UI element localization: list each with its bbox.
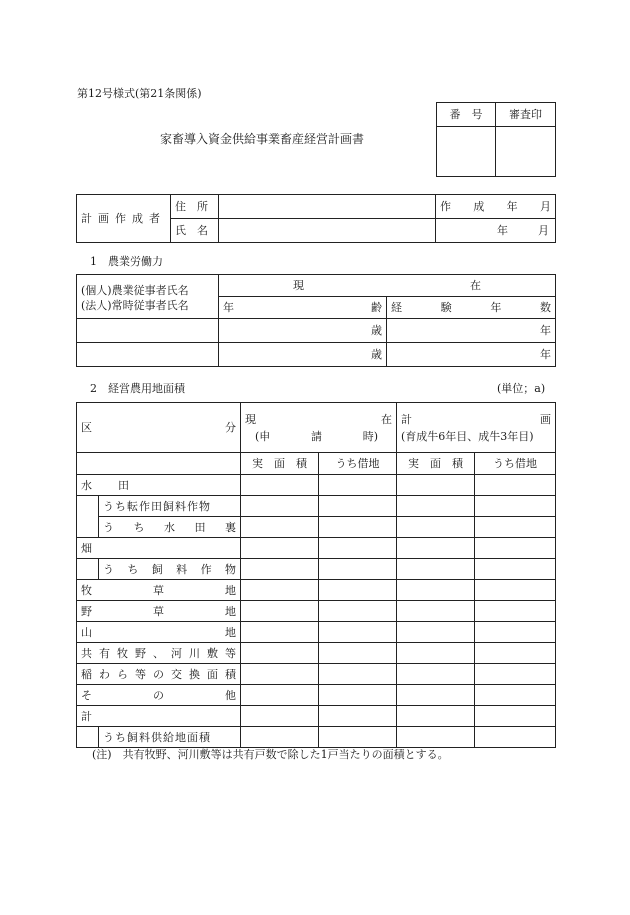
date-char: 月 bbox=[538, 224, 549, 237]
label-char: 牧 bbox=[81, 583, 92, 597]
kubun-char: 分 bbox=[225, 421, 236, 434]
value-cell[interactable] bbox=[475, 580, 556, 601]
label-char: 河 bbox=[171, 646, 182, 660]
value-cell[interactable] bbox=[319, 643, 397, 664]
table-row bbox=[77, 517, 556, 538]
value-cell[interactable] bbox=[397, 517, 475, 538]
kubun-char: 区 bbox=[81, 421, 92, 434]
created-date-field[interactable] bbox=[436, 195, 556, 219]
value-cell[interactable] bbox=[397, 622, 475, 643]
plan-header bbox=[397, 403, 556, 453]
page-title: 家畜導入資金供給事業畜産経営計画書 bbox=[160, 132, 365, 146]
value-cell[interactable] bbox=[475, 664, 556, 685]
label-char: 田 bbox=[194, 520, 206, 534]
label-char: 共 bbox=[81, 646, 92, 660]
name-field[interactable] bbox=[219, 219, 436, 243]
value-cell[interactable] bbox=[397, 601, 475, 622]
label-char: 他 bbox=[225, 688, 236, 702]
section1-heading: 1 農業労働力 bbox=[90, 255, 163, 268]
value-cell[interactable] bbox=[319, 685, 397, 706]
value-cell[interactable] bbox=[319, 601, 397, 622]
label-char: ち bbox=[133, 520, 145, 534]
form-number: 第12号様式(第21条関係) bbox=[77, 87, 202, 100]
planner-table bbox=[76, 194, 556, 243]
label-char: 面 bbox=[207, 667, 218, 681]
label-char: 交 bbox=[171, 667, 182, 681]
value-cell[interactable] bbox=[241, 580, 319, 601]
age-char: 齢 bbox=[371, 301, 382, 314]
label-char: 水 bbox=[164, 520, 175, 534]
worker-header bbox=[77, 275, 219, 319]
number-cell[interactable] bbox=[437, 127, 496, 177]
current-char: 在 bbox=[470, 279, 481, 292]
table-row bbox=[77, 475, 556, 496]
value-cell[interactable] bbox=[475, 706, 556, 727]
label-char: 地 bbox=[225, 625, 236, 639]
indent-cell bbox=[77, 496, 99, 538]
label-char: 野 bbox=[135, 646, 146, 660]
experience-field[interactable]: 年 bbox=[387, 343, 556, 367]
row-label-paddy bbox=[77, 475, 241, 496]
value-cell[interactable] bbox=[397, 496, 475, 517]
plan-char: 画 bbox=[540, 412, 551, 426]
value-cell[interactable] bbox=[475, 622, 556, 643]
label-char: 川 bbox=[189, 646, 200, 660]
value-cell[interactable] bbox=[241, 559, 319, 580]
unit-label: (単位；a) bbox=[497, 382, 546, 395]
value-cell[interactable] bbox=[319, 475, 397, 496]
current-char: 現 bbox=[245, 412, 256, 426]
indent-cell bbox=[77, 559, 99, 580]
stamp-box bbox=[436, 102, 556, 177]
application-char: (申 bbox=[255, 429, 271, 443]
label-char: 野 bbox=[81, 604, 92, 618]
row-label-total: 計 bbox=[77, 706, 241, 727]
row-label-pasture bbox=[77, 580, 241, 601]
planner-label: 計画作成者 bbox=[77, 195, 171, 243]
table-row bbox=[77, 706, 556, 727]
age-field[interactable]: 歳 bbox=[219, 319, 387, 343]
value-cell[interactable] bbox=[475, 643, 556, 664]
table-row bbox=[77, 685, 556, 706]
row-header-1: (個人)農業従事者氏名 bbox=[81, 284, 189, 297]
seal-cell[interactable] bbox=[496, 127, 556, 177]
application-char: 時) bbox=[362, 429, 378, 443]
created-char: 成 bbox=[473, 200, 485, 213]
sub-header: 実 面 積 bbox=[397, 453, 475, 475]
value-cell[interactable] bbox=[475, 601, 556, 622]
value-cell[interactable] bbox=[397, 559, 475, 580]
label-char: の bbox=[153, 688, 164, 702]
address-label: 住 所 bbox=[171, 195, 219, 219]
row-label-other bbox=[77, 685, 241, 706]
date-field[interactable] bbox=[436, 219, 556, 243]
label-char: 山 bbox=[81, 625, 92, 639]
exp-char: 験 bbox=[440, 301, 452, 314]
table-row bbox=[77, 343, 556, 367]
created-char: 作 bbox=[440, 200, 451, 213]
value-cell[interactable] bbox=[397, 685, 475, 706]
label-char: 田 bbox=[118, 478, 129, 492]
label-char: ち bbox=[127, 562, 139, 576]
label-char: 地 bbox=[225, 583, 236, 597]
value-cell[interactable] bbox=[241, 622, 319, 643]
current-header bbox=[219, 275, 556, 297]
value-cell[interactable] bbox=[397, 538, 475, 559]
label-char: 敷 bbox=[207, 646, 218, 660]
worker-name-field[interactable] bbox=[77, 343, 219, 367]
row-label-paddy-feed: うち転作田飼料作物 bbox=[99, 496, 241, 517]
row-label-wild-grass bbox=[77, 601, 241, 622]
value-cell[interactable] bbox=[241, 517, 319, 538]
value-cell[interactable] bbox=[241, 475, 319, 496]
sub-header: うち借地 bbox=[475, 453, 556, 475]
label-char: 草 bbox=[153, 604, 164, 618]
label-char: 等 bbox=[135, 667, 146, 681]
table-row bbox=[77, 559, 556, 580]
value-cell[interactable] bbox=[241, 727, 319, 748]
current-application-header bbox=[241, 403, 397, 453]
table-row bbox=[77, 601, 556, 622]
experience-header bbox=[387, 297, 556, 319]
value-cell[interactable] bbox=[397, 643, 475, 664]
sub-header: 実 面 積 bbox=[241, 453, 319, 475]
value-cell[interactable] bbox=[397, 475, 475, 496]
row-label-common-pasture bbox=[77, 643, 241, 664]
current-char: 在 bbox=[381, 412, 392, 426]
label-char: 積 bbox=[225, 667, 236, 681]
sub-header: うち借地 bbox=[319, 453, 397, 475]
value-cell[interactable] bbox=[397, 706, 475, 727]
footnote: (注) 共有牧野、河川敷等は共有戸数で除した1戸当たりの面積とする。 bbox=[92, 748, 449, 761]
label-char: 牧 bbox=[117, 646, 128, 660]
value-cell[interactable] bbox=[319, 664, 397, 685]
label-char: 等 bbox=[225, 646, 236, 660]
label-char: う bbox=[103, 562, 114, 576]
exp-char: 経 bbox=[391, 301, 402, 314]
table-row bbox=[77, 319, 556, 343]
table-row bbox=[77, 664, 556, 685]
row-header-2: (法人)常時従事者氏名 bbox=[81, 299, 189, 312]
value-cell[interactable] bbox=[475, 559, 556, 580]
labor-table bbox=[76, 274, 556, 367]
age-field[interactable]: 歳 bbox=[219, 343, 387, 367]
plan-sub: (育成牛6年目、成牛3年目) bbox=[401, 429, 534, 443]
label-char: 水 bbox=[81, 478, 92, 492]
value-cell[interactable] bbox=[475, 538, 556, 559]
land-table bbox=[76, 402, 556, 748]
value-cell[interactable] bbox=[319, 580, 397, 601]
value-cell[interactable] bbox=[241, 601, 319, 622]
value-cell[interactable] bbox=[319, 622, 397, 643]
plan-char: 計 bbox=[401, 412, 412, 426]
age-header bbox=[219, 297, 387, 319]
value-cell[interactable] bbox=[475, 496, 556, 517]
age-char: 年 bbox=[223, 301, 234, 314]
current-char: 現 bbox=[293, 279, 304, 292]
row-label-straw-exchange bbox=[77, 664, 241, 685]
label-char: の bbox=[153, 667, 164, 681]
value-cell[interactable] bbox=[319, 706, 397, 727]
row-label-upland-feed bbox=[99, 559, 241, 580]
indent-cell bbox=[77, 727, 99, 748]
value-cell[interactable] bbox=[319, 538, 397, 559]
exp-char: 数 bbox=[539, 301, 551, 314]
seal-label: 審査印 bbox=[496, 103, 556, 127]
value-cell[interactable] bbox=[397, 580, 475, 601]
date-char: 年 bbox=[497, 224, 508, 237]
row-label-feed-supply: うち飼料供給地面積 bbox=[99, 727, 241, 748]
label-char: 稲 bbox=[81, 667, 92, 681]
kubun-header bbox=[77, 403, 241, 453]
value-cell[interactable] bbox=[397, 664, 475, 685]
label-char: 裏 bbox=[225, 520, 236, 534]
value-cell[interactable] bbox=[475, 517, 556, 538]
application-char: 請 bbox=[311, 429, 322, 443]
number-label: 番 号 bbox=[437, 103, 496, 127]
value-cell[interactable] bbox=[241, 538, 319, 559]
label-char: 換 bbox=[189, 667, 200, 681]
table-row bbox=[77, 643, 556, 664]
value-cell[interactable] bbox=[475, 475, 556, 496]
table-row bbox=[77, 538, 556, 559]
value-cell[interactable] bbox=[475, 727, 556, 748]
value-cell[interactable] bbox=[241, 496, 319, 517]
name-label: 氏 名 bbox=[171, 219, 219, 243]
label-char: 飼 bbox=[151, 562, 163, 576]
row-label-forest bbox=[77, 622, 241, 643]
label-char: 作 bbox=[200, 562, 212, 576]
section2-heading: 2 経営農用地面積 bbox=[90, 382, 185, 395]
label-char: そ bbox=[81, 688, 92, 702]
blank-header bbox=[77, 453, 241, 475]
value-cell[interactable] bbox=[241, 706, 319, 727]
value-cell[interactable] bbox=[241, 685, 319, 706]
label-char: 地 bbox=[225, 604, 236, 618]
value-cell[interactable] bbox=[319, 559, 397, 580]
label-char: 草 bbox=[153, 583, 164, 597]
label-char: 有 bbox=[99, 646, 110, 660]
exp-char: 年 bbox=[490, 301, 502, 314]
created-char: 年 bbox=[506, 200, 518, 213]
created-char: 月 bbox=[539, 200, 551, 213]
table-row bbox=[77, 727, 556, 748]
row-label-upland: 畑 bbox=[77, 538, 241, 559]
value-cell[interactable] bbox=[319, 496, 397, 517]
label-char: 料 bbox=[176, 562, 188, 576]
label-char: 、 bbox=[153, 646, 164, 660]
value-cell[interactable] bbox=[475, 685, 556, 706]
label-char: ら bbox=[117, 667, 128, 681]
value-cell[interactable] bbox=[241, 664, 319, 685]
experience-field[interactable]: 年 bbox=[387, 319, 556, 343]
label-char: う bbox=[103, 520, 114, 534]
address-field[interactable] bbox=[219, 195, 436, 219]
row-label-paddy-back bbox=[99, 517, 241, 538]
table-row bbox=[77, 580, 556, 601]
table-row bbox=[77, 496, 556, 517]
worker-name-field[interactable] bbox=[77, 319, 219, 343]
value-cell[interactable] bbox=[319, 517, 397, 538]
table-row bbox=[77, 622, 556, 643]
value-cell[interactable] bbox=[397, 727, 475, 748]
value-cell[interactable] bbox=[319, 727, 397, 748]
label-char: 物 bbox=[224, 562, 236, 576]
value-cell[interactable] bbox=[241, 643, 319, 664]
label-char: わ bbox=[99, 667, 110, 681]
